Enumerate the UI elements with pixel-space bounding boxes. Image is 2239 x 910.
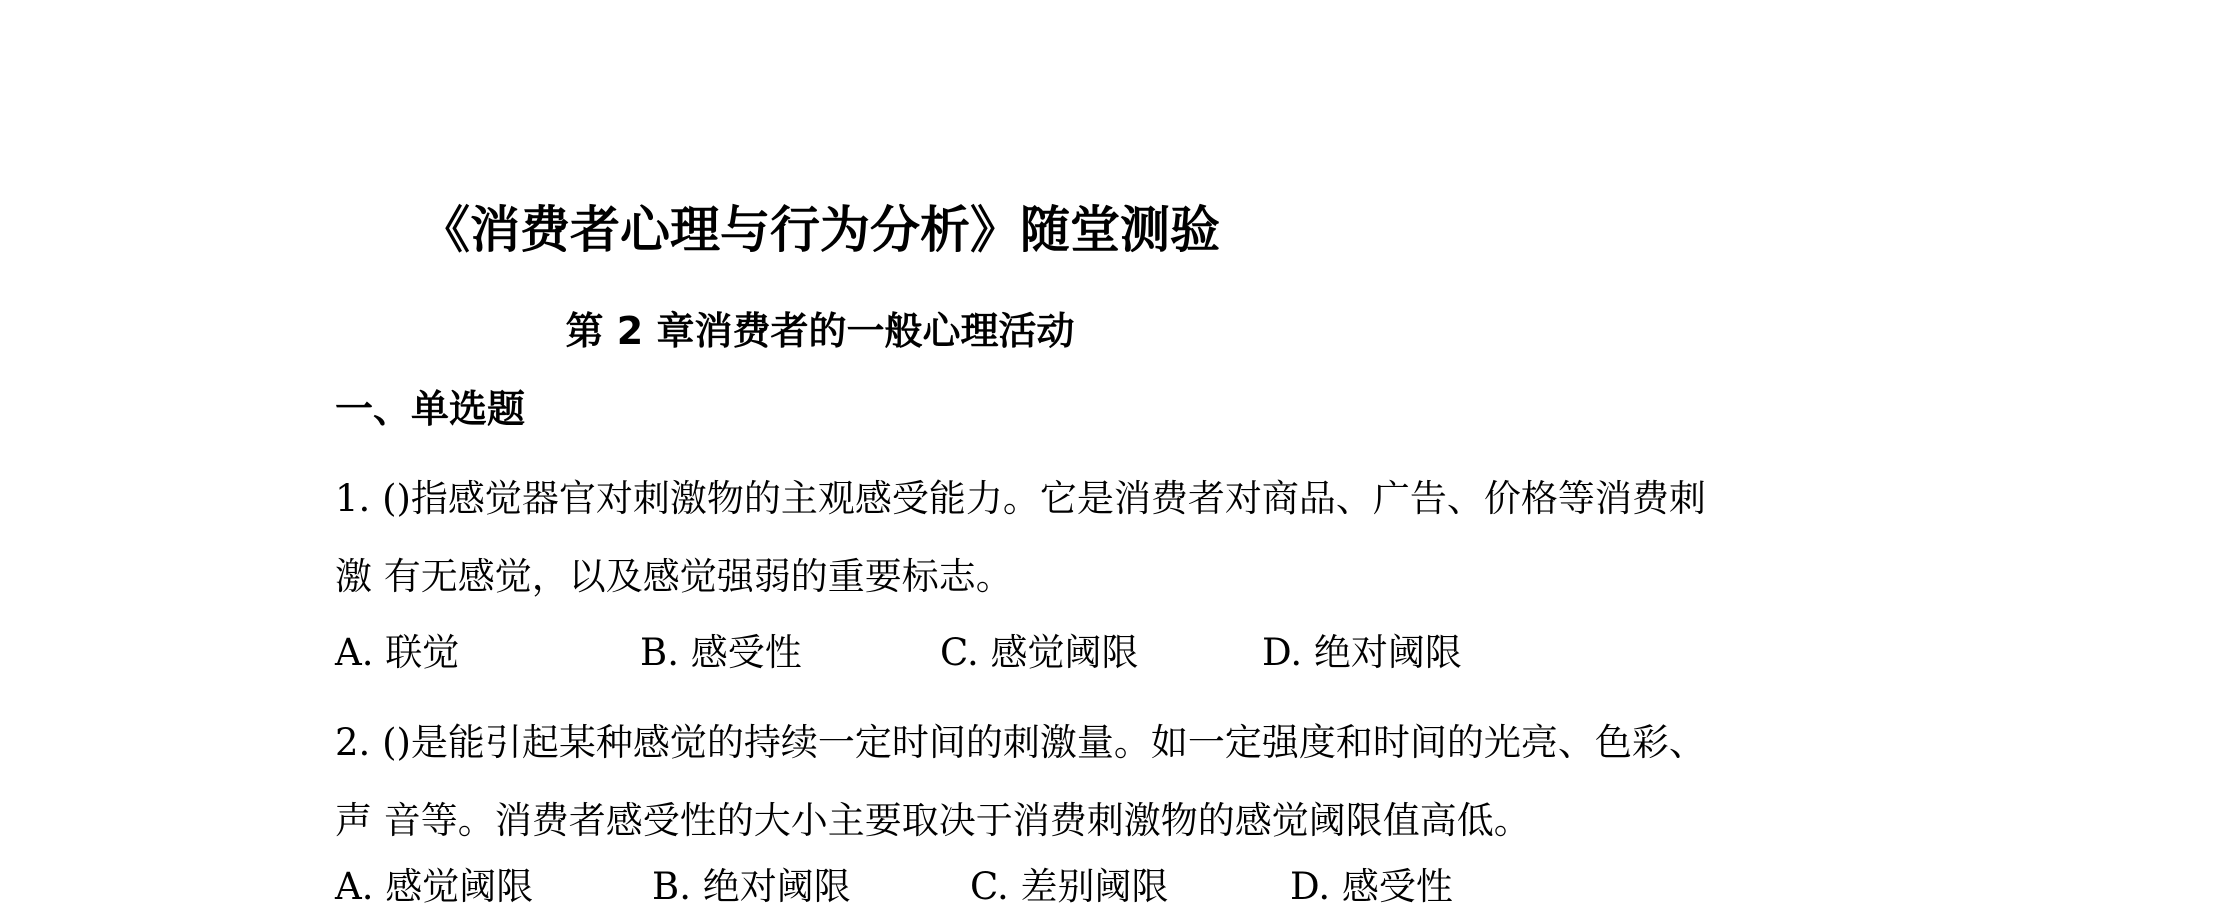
question-1-option-a: A. 联觉: [335, 631, 460, 674]
question-2-line-2: 声 音等。消费者感受性的大小主要取决于消费刺激物的感觉阈限值高低。: [335, 799, 1531, 842]
question-2-option-b: B. 绝对阈限: [652, 865, 851, 908]
document-title: 《消费者心理与行为分析》随堂测验: [420, 201, 1220, 259]
question-1-option-c: C. 感觉阈限: [940, 631, 1139, 674]
question-2-line-1: 2. ()是能引起某种感觉的持续一定时间的刺激量。如一定强度和时间的光亮、色彩、: [335, 721, 1706, 764]
question-1-line-1: 1. ()指感觉器官对刺激物的主观感受能力。它是消费者对商品、广告、价格等消费刺: [335, 477, 1706, 520]
chapter-title: 第 2 章消费者的一般心理活动: [565, 309, 1075, 353]
question-2-option-a: A. 感觉阈限: [335, 865, 534, 908]
section-heading: 一、单选题: [335, 387, 526, 431]
question-1-option-b: B. 感受性: [640, 631, 802, 674]
question-1-line-2: 激 有无感觉，以及感觉强弱的重要标志。: [335, 555, 1013, 598]
question-2-option-d: D. 感受性: [1290, 865, 1453, 908]
question-1-option-d: D. 绝对阈限: [1262, 631, 1462, 674]
question-2-option-c: C. 差别阈限: [970, 865, 1169, 908]
